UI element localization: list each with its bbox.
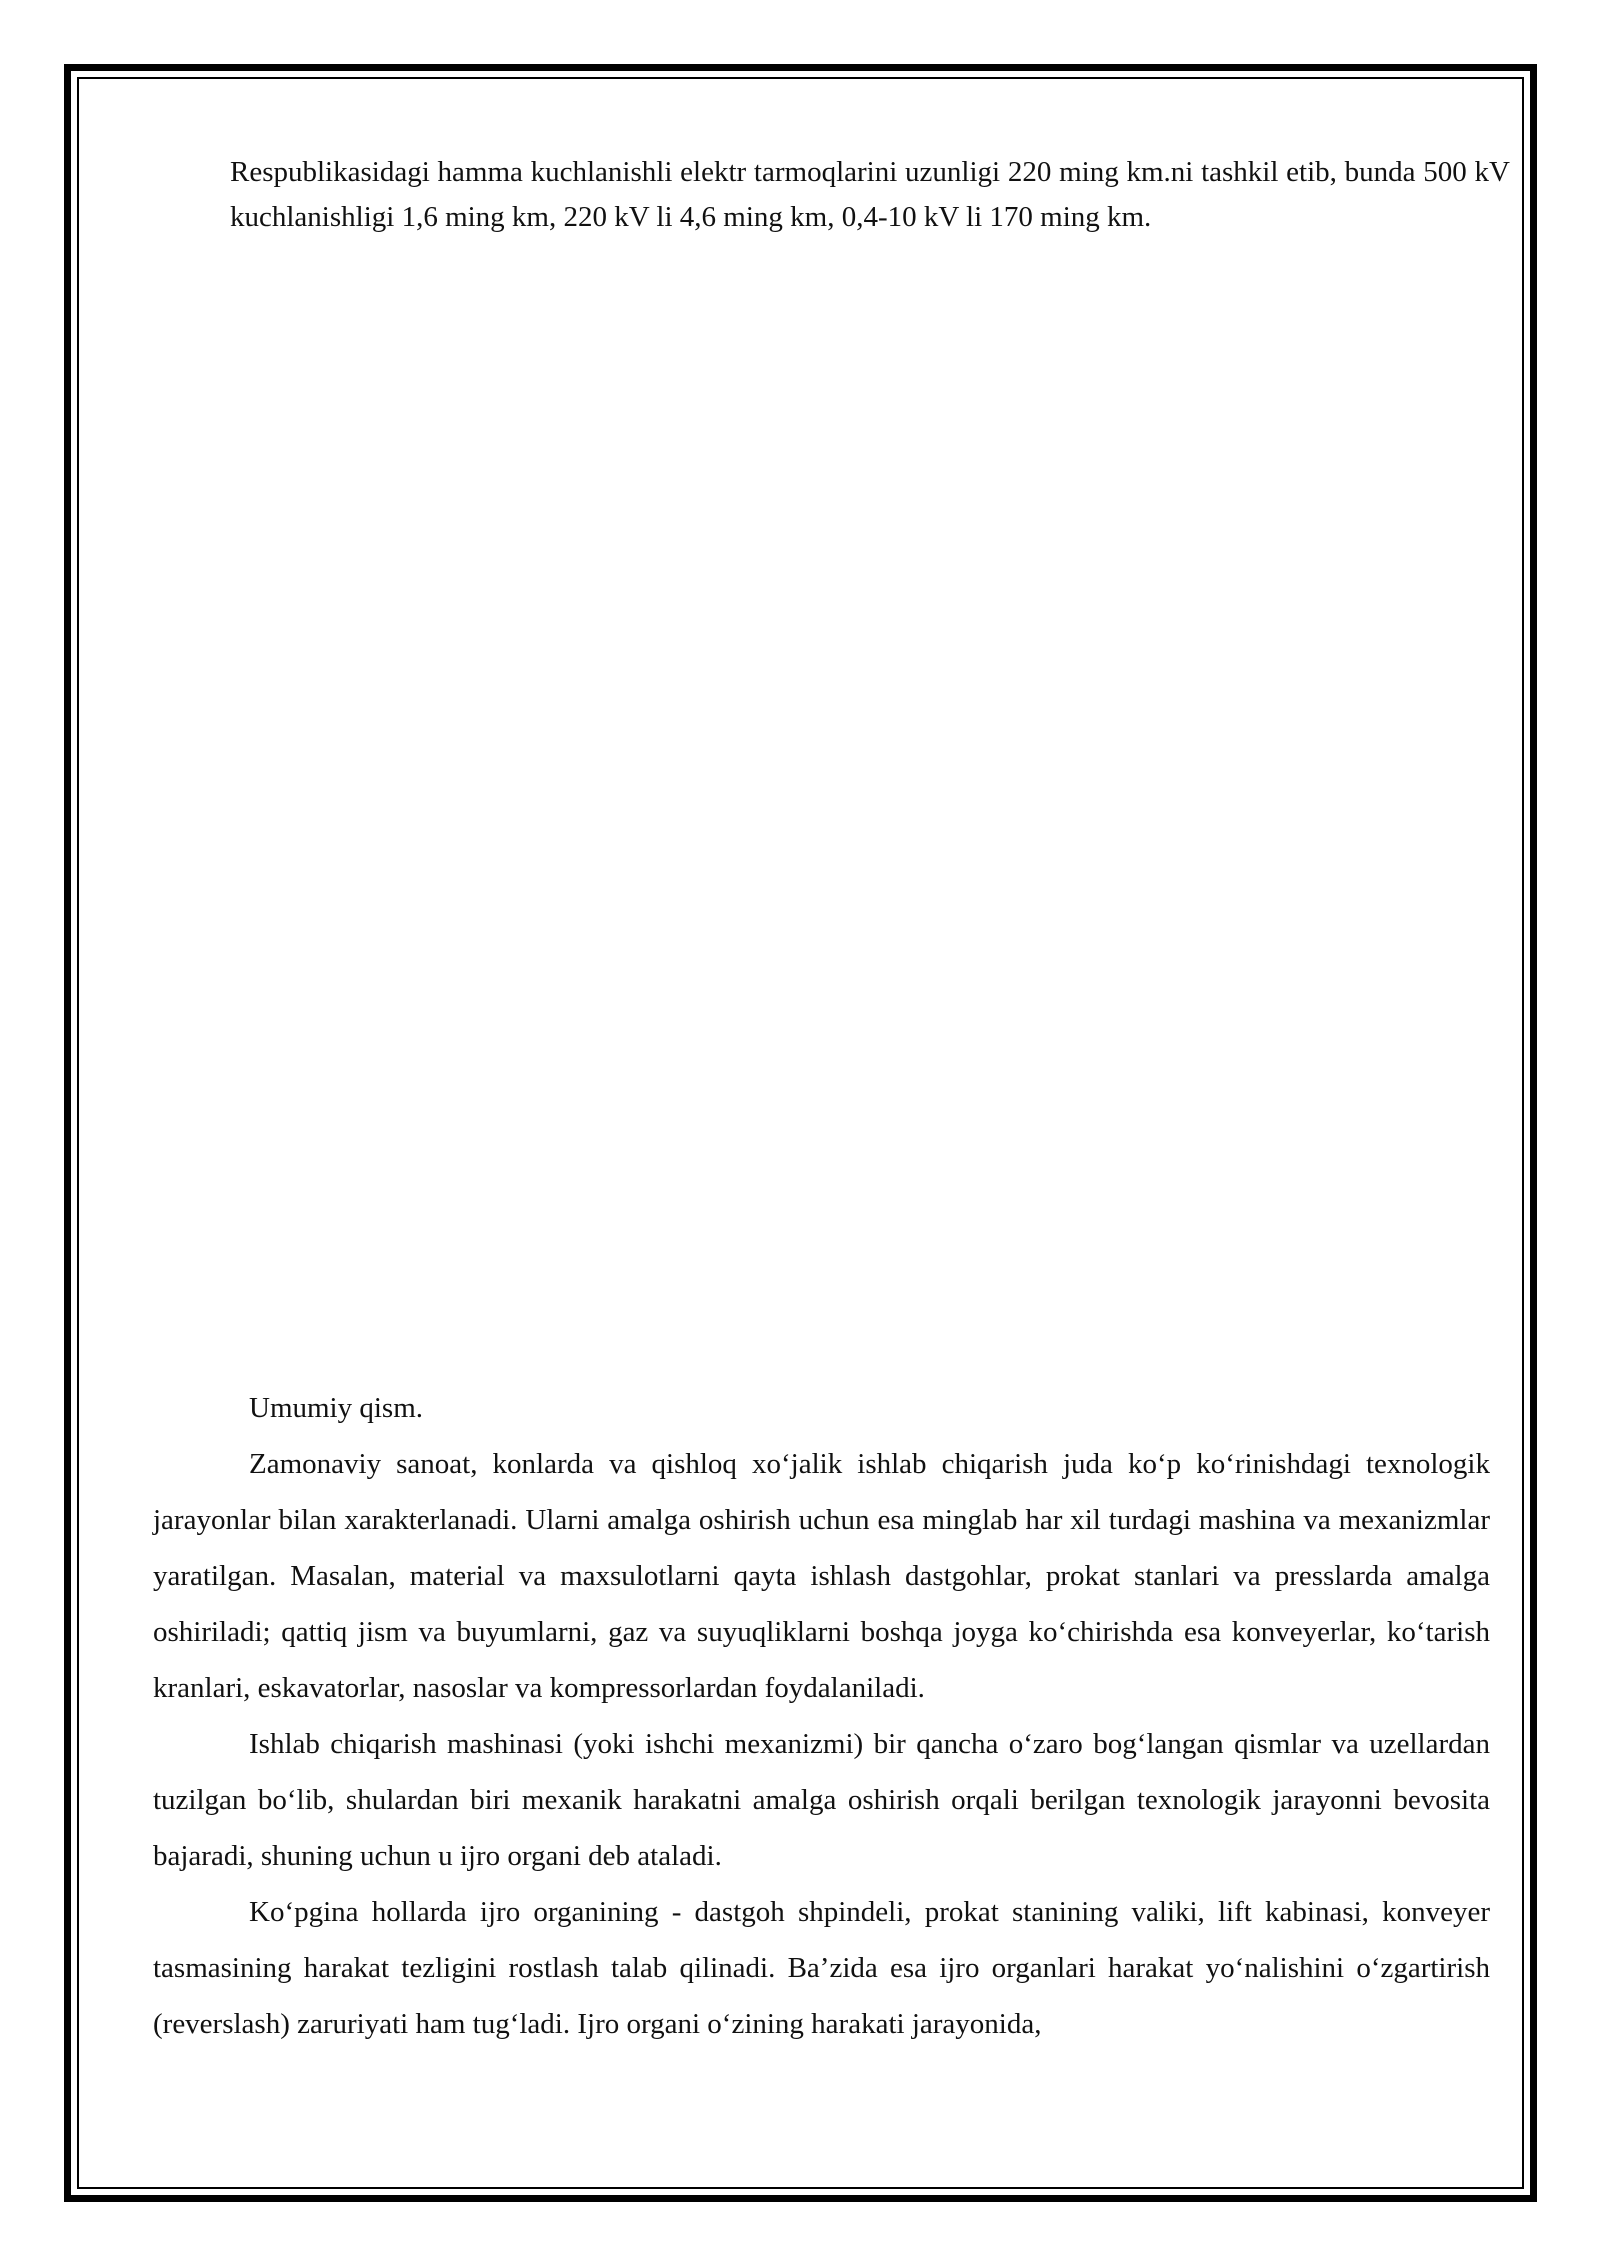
top-paragraph: Respublikasidagi hamma kuchlanishli elektr tarmoqlarini uzunligi 220 ming km.ni tashkil etib, bunda 500 kV kuchlanishligi 1,6 ming km, 220 kV li 4,6 ming km, 0,4-10 kV li 170 ming km. [230,156,1510,233]
section-heading: Umumiy qism. [249,1392,424,1424]
paragraph-1: Zamonaviy sanoat, konlarda va qishloq xo‘jalik ishlab chiqarish juda ko‘p ko‘rinishdagi texnologik jarayonlar bilan xarakterlanadi. Ularni amalga oshirish uchun esa minglab har xil turdagi mashina va mexanizmlar yaratilgan. Masalan, material va maxsulotlarni qayta ishlash dastgohlar, prokat stanlari va presslarda amalga oshiriladi; qattiq jism va buyumlarni, gaz va suyuqliklarni boshqa joyga ko‘chirishda esa konveyerlar, ko‘tarish kranlari, eskavatorlar, nasoslar va kompressorlardan foydalaniladi. [153,1448,1490,1704]
paragraph-3: Ko‘pgina hollarda ijro organining - dastgoh shpindeli, prokat stanining valiki, lift kabinasi, konveyer tasmasining harakat tezligini rostlash talab qilinadi. Ba’zida esa ijro organlari harakat yo‘nalishini o‘zgartirish (reverslash) zaruriyati ham tug‘ladi. Ijro organi o‘zining harakati jarayonida, [153,1896,1490,2040]
body-text [153,1380,1490,2052]
paragraph-2: Ishlab chiqarish mashinasi (yoki ishchi mexanizmi) bir qancha o‘zaro bog‘langan qismlar va uzellardan tuzilgan bo‘lib, shulardan biri mexanik harakatni amalga oshirish orqali berilgan texnologik jarayonni bevosita bajaradi, shuning uchun u ijro organi deb ataladi. [153,1728,1490,1872]
